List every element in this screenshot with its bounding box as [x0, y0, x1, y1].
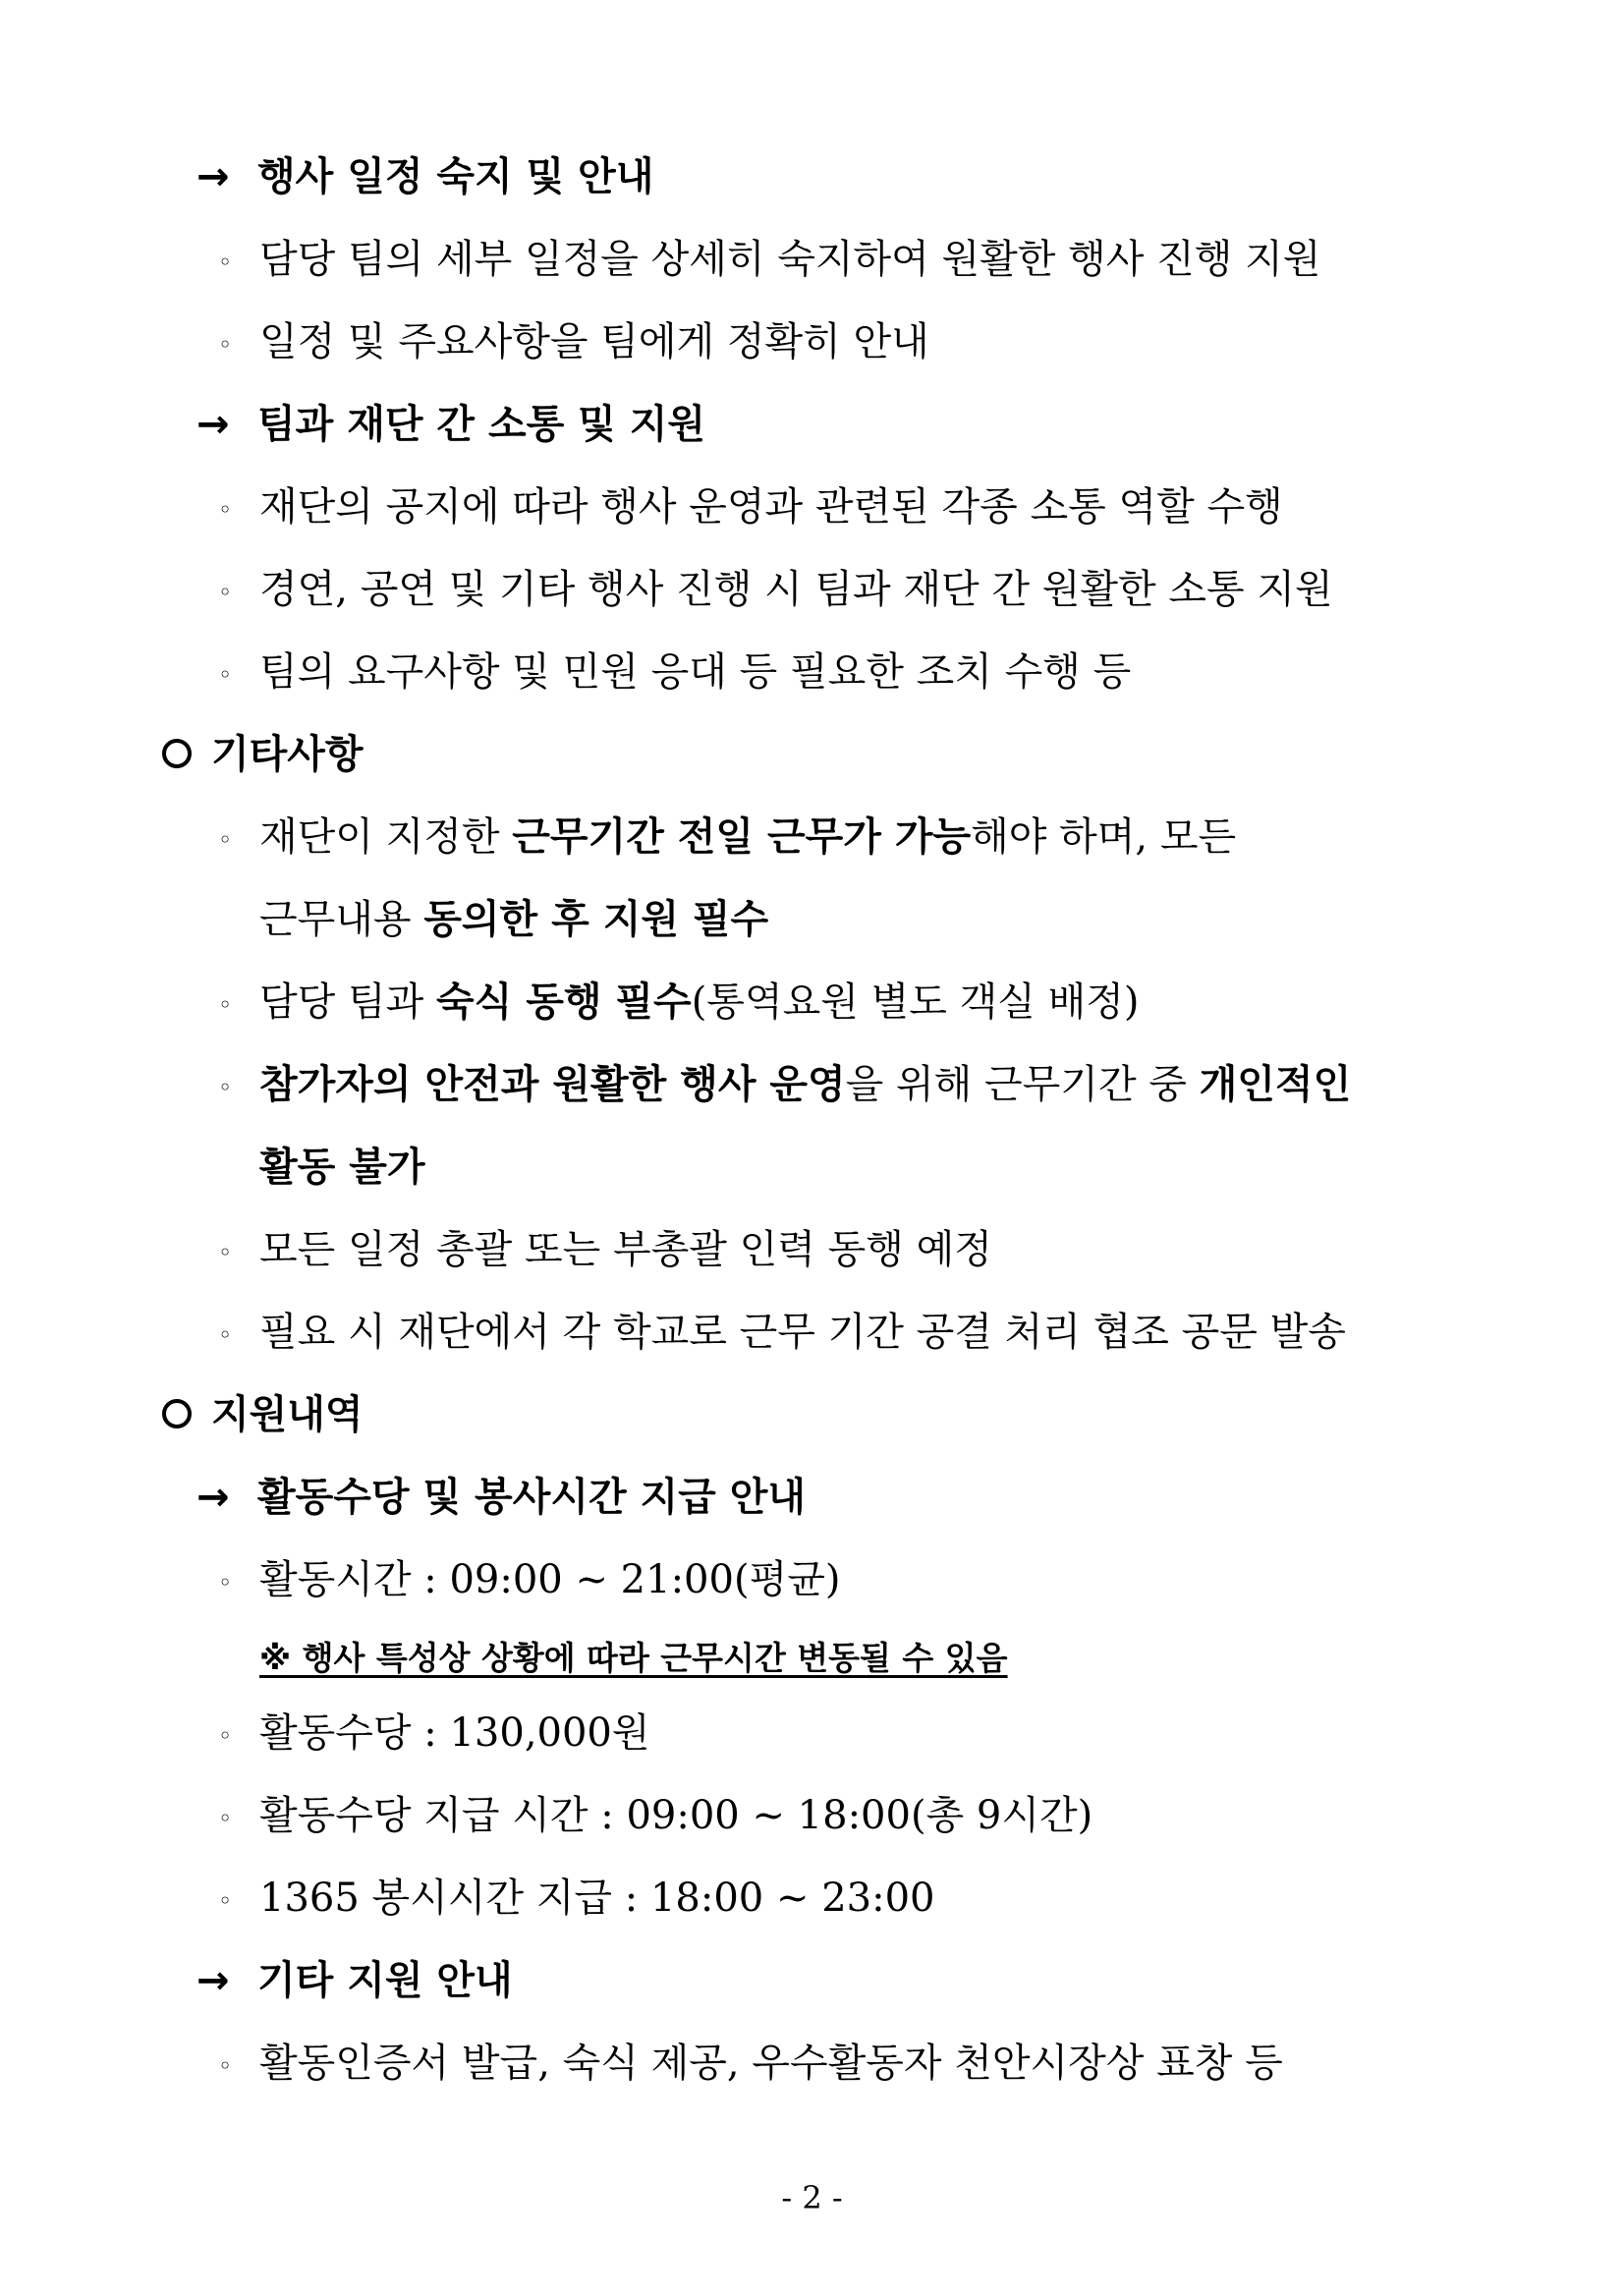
bullet-icon: ◦	[218, 1321, 233, 1349]
heading-text: 활동수당 및 봉사시간 지급 안내	[257, 1475, 807, 1520]
bullet-icon: ◦	[218, 1074, 233, 1101]
section-heading-schedule	[196, 149, 653, 204]
page-number: - 2 -	[781, 2179, 843, 2216]
list-item: ◦ 재단이 지정한 근무기간 전일 근무가 가능해야 하며, 모든	[218, 810, 1236, 868]
list-item-continuation: 근무내용 동의한 후 지원 필수	[259, 897, 769, 942]
list-item: ◦ 필요 시 재단에서 각 학교로 근무 기간 공결 처리 협조 공문 발송	[218, 1305, 1346, 1363]
bullet-icon: ◦	[218, 991, 233, 1019]
list-item: ◦ 담당 팀과 숙식 동행 필수(통역요원 별도 객실 배정)	[218, 975, 1139, 1033]
heading-text: 팀과 재단 간 소통 및 지원	[257, 402, 706, 447]
bullet-icon: ◦	[218, 249, 233, 276]
circle-bullet-icon	[162, 739, 192, 768]
list-item: ◦ 활동시간 : 09:00 ~ 21:00(평균)	[218, 1552, 840, 1610]
arrow-icon: →	[196, 1958, 230, 2003]
bullet-icon: ◦	[218, 2052, 233, 2080]
list-item: ◦ 모든 일정 총괄 또는 부총괄 인력 동행 예정	[218, 1222, 992, 1280]
list-item: ◦ 담당 팀의 세부 일정을 상세히 숙지하여 원활한 행사 진행 지원	[218, 232, 1320, 290]
bullet-icon: ◦	[218, 1569, 233, 1596]
section-heading-communication	[196, 397, 705, 452]
heading-text: 기타 지원 안내	[257, 1958, 513, 2003]
list-item: ◦ 경연, 공연 및 기타 행사 진행 시 팀과 재단 간 원활한 소통 지원	[218, 562, 1333, 620]
bullet-icon: ◦	[218, 1239, 233, 1266]
section-heading-allowance	[196, 1470, 806, 1525]
bullet-icon: ◦	[218, 1805, 233, 1832]
list-item: ◦ 재단의 공지에 따라 행사 운영과 관련된 각종 소통 역할 수행	[218, 479, 1283, 537]
section-title-support: 지원내역	[162, 1387, 364, 1442]
circle-bullet-icon	[162, 1399, 192, 1428]
bullet-icon: ◦	[218, 661, 233, 689]
list-item: ◦ 팀의 요구사항 및 민원 응대 등 필요한 조치 수행 등	[218, 644, 1131, 702]
bullet-icon: ◦	[218, 1722, 233, 1750]
bullet-icon: ◦	[218, 579, 233, 606]
list-item: ◦ 활동수당 : 130,000원	[218, 1706, 650, 1764]
section-title-misc: 기타사항	[162, 727, 364, 782]
list-item: ◦ 일정 및 주요사항을 팀에게 정확히 안내	[218, 314, 929, 372]
note-text: ※ 행사 특성상 상황에 따라 근무시간 변동될 수 있음	[259, 1639, 1008, 1677]
bullet-icon: ◦	[218, 826, 233, 854]
arrow-icon: →	[196, 1475, 230, 1520]
list-item: ◦ 참가자의 안전과 원활한 행사 운영을 위해 근무기간 중 개인적인	[218, 1057, 1351, 1115]
arrow-icon: →	[196, 154, 230, 199]
arrow-icon: →	[196, 402, 230, 447]
heading-text: 행사 일정 숙지 및 안내	[257, 154, 654, 199]
list-item: ◦ 활동인증서 발급, 숙식 제공, 우수활동자 천안시장상 표창 등	[218, 2036, 1283, 2094]
section-heading-other-support	[196, 1953, 513, 2008]
bullet-icon: ◦	[218, 496, 233, 524]
list-item-continuation: 활동 불가	[259, 1145, 425, 1190]
list-item: ◦ 활동수당 지급 시간 : 09:00 ~ 18:00(총 9시간)	[218, 1788, 1092, 1846]
bullet-icon: ◦	[218, 1887, 233, 1915]
bullet-icon: ◦	[218, 331, 233, 359]
list-item: ◦ 1365 봉시시간 지급 : 18:00 ~ 23:00	[218, 1871, 934, 1929]
